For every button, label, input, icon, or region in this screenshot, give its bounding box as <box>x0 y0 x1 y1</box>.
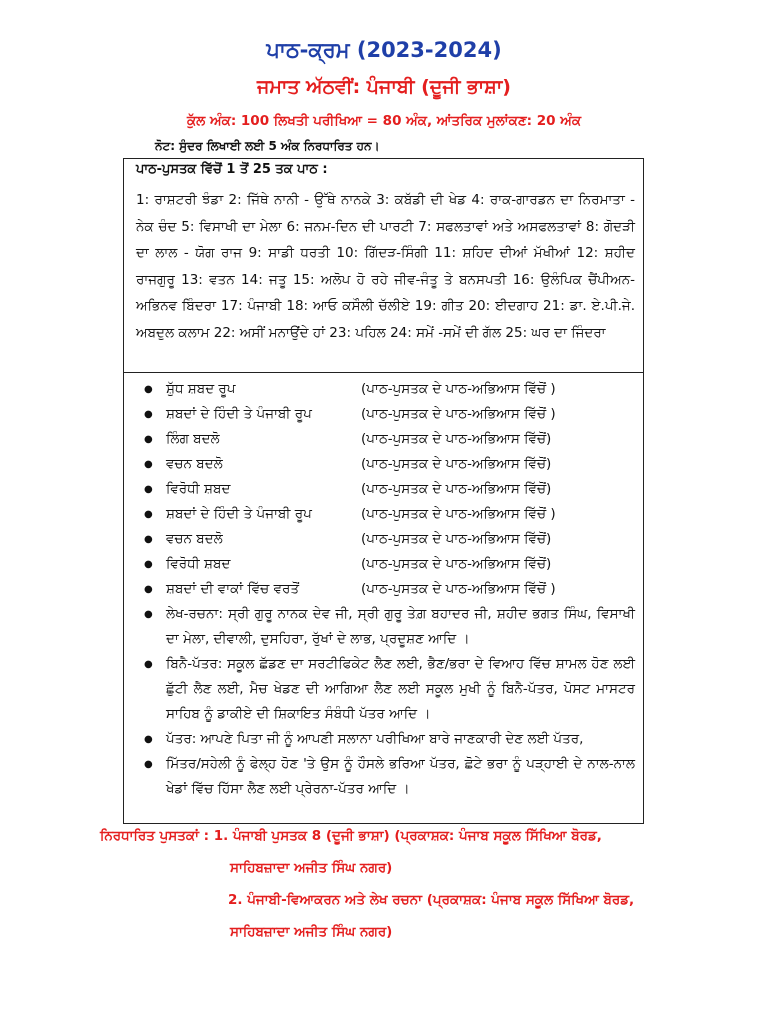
grammar-topic: ਸ਼ਬਦਾਂ ਦੀ ਵਾਕਾਂ ਵਿੱਚ ਵਰਤੋਂ <box>166 581 300 597</box>
lessons-cell <box>124 159 643 373</box>
grammar-source: (ਪਾਠ-ਪੁਸਤਕ ਦੇ ਪਾਠ-ਅਭਿਆਸ ਵਿੱਚੋਂ ) <box>361 406 556 422</box>
book-line-2: ਸਾਹਿਬਜ਼ਾਦਾ ਅਜੀਤ ਸਿੰਘ ਨਗਰ) <box>230 860 393 876</box>
bullet-icon: ● <box>144 759 153 770</box>
book-line-1: ਨਿਰਧਾਰਿਤ ਪੁਸਤਕਾਂ : 1. ਪੰਜਾਬੀ ਪੁਸਤਕ 8 (ਦੂਜੀ ਭਾਸ਼ਾ) (ਪ੍ਰਕਾਸ਼ਕ: ਪੰਜਾਬ ਸਕੂਲ ਸਿੱਖਿਆ ਬੋਰਡ, <box>100 828 602 844</box>
list-item <box>144 752 635 802</box>
grammar-source: (ਪਾਠ-ਪੁਸਤਕ ਦੇ ਪਾਠ-ਅਭਿਆਸ ਵਿੱਚੋਂ) <box>361 456 552 472</box>
bullet-icon: ● <box>144 609 153 620</box>
list-item <box>144 477 635 502</box>
grammar-topic: ਸ਼ੁੱਧ ਸ਼ਬਦ ਰੂਪ <box>166 381 236 397</box>
grammar-source: (ਪਾਠ-ਪੁਸਤਕ ਦੇ ਪਾਠ-ਅਭਿਆਸ ਵਿੱਚੋਂ) <box>361 556 552 572</box>
list-item <box>144 577 635 602</box>
book-line-3: 2. ਪੰਜਾਬੀ-ਵਿਆਕਰਨ ਅਤੇ ਲੇਖ ਰਚਨਾ (ਪ੍ਰਕਾਸ਼ਕ: ਪੰਜਾਬ ਸਕੂਲ ਸਿੱਖਿਆ ਬੋਰਡ, <box>228 892 635 908</box>
marks-line: ਕੁੱਲ ਅੰਕ: 100 ਲਿਖਤੀ ਪਰੀਖਿਆ = 80 ਅੰਕ, ਆਂਤਰਿਕ ਮੁਲਾਂਕਣ: 20 ਅੰਕ <box>186 113 582 129</box>
bullet-icon: ● <box>144 409 153 420</box>
list-item <box>144 727 635 752</box>
lessons-list: 1: ਰਾਸ਼ਟਰੀ ਝੰਡਾ 2: ਜਿੱਥੇ ਨਾਨੀ - ਉੱਥੇ ਨਾਨਕੇ 3: ਕਬੱਡੀ ਦੀ ਖੇਡ 4: ਰਾਕ-ਗਾਰਡਨ ਦਾ ਨਿਰਮਾਤਾ - ਨੇਕ ਚੰਦ 5: ਵਿਸਾਖੀ ਦਾ ਮੇਲਾ 6: ਜਨਮ-ਦਿਨ ਦੀ ਪਾਰਟੀ 7: ਸਫਲਤਾਵਾਂ ਅਤੇ ਅਸਫਲਤਾਵਾਂ 8: ਗੋਦੜੀ ਦਾ ਲਾਲ - ਯੋਗ ਰਾਜ 9: ਸਾਡੀ ਧਰਤੀ 10: ਗਿੱਦੜ-ਸਿੰਗੀ 11: ਸ਼ਹਿਦ ਦੀਆਂ ਮੱਖੀਆਂ 12: ਸ਼ਹੀਦ ਰਾਜਗੁਰੂ 13: ਵਤਨ 14: ਜਤੂ 15: ਅਲੋਪ ਹੋ ਰਹੇ ਜੀਵ-ਜੰਤੂ ਤੇ ਬਨਸਪਤੀ 16: ਉਲੰਪਿਕ ਚੈਂਪੀਅਨ-ਅਭਿਨਵ ਬਿੰਦਰਾ 17: ਪੰਜਾਬੀ 18: ਆਓ ਕਸੌਲੀ ਚੱਲੀਏ 19: ਗੀਤ 20: ਈਦਗਾਹ 21: ਡਾ. ਏ.ਪੀ.ਜੇ. ਅਬਦੁਲ ਕਲਾਮ 22: ਅਸੀਂ ਮਨਾਉਂਦੇ ਹਾਂ 23: ਪਹਿਲ 24: ਸਮੇਂ -ਸਮੇਂ ਦੀ ਗੱਲ 25: ਘਰ ਦਾ ਜਿੰਦਰਾ <box>136 192 635 341</box>
bullet-icon: ● <box>144 534 153 545</box>
list-item <box>144 427 635 452</box>
grammar-topic: ਵਿਰੋਧੀ ਸ਼ਬਦ <box>166 481 231 497</box>
grammar-source: (ਪਾਠ-ਪੁਸਤਕ ਦੇ ਪਾਠ-ਅਭਿਆਸ ਵਿੱਚੋਂ ) <box>361 381 556 397</box>
grammar-source: (ਪਾਠ-ਪੁਸਤਕ ਦੇ ਪਾਠ-ਅਭਿਆਸ ਵਿੱਚੋਂ) <box>361 431 552 447</box>
prescribed-books <box>100 820 740 948</box>
bullet-icon: ● <box>144 559 153 570</box>
list-item <box>144 552 635 577</box>
bullet-icon: ● <box>144 459 153 470</box>
list-item <box>144 602 635 652</box>
grammar-topic: ਸ਼ਬਦਾਂ ਦੇ ਹਿੰਦੀ ਤੇ ਪੰਜਾਬੀ ਰੂਪ <box>166 506 312 522</box>
class-subtitle: ਜਮਾਤ ਅੱਠਵੀਂ: ਪੰਜਾਬੀ (ਦੂਜੀ ਭਾਸ਼ਾ) <box>257 76 511 98</box>
grammar-topic: ਸ਼ਬਦਾਂ ਦੇ ਹਿੰਦੀ ਤੇ ਪੰਜਾਬੀ ਰੂਪ <box>166 406 312 422</box>
list-item <box>144 652 635 727</box>
grammar-topic: ਵਚਨ ਬਦਲੋ <box>166 456 223 472</box>
grammar-cell <box>124 373 643 823</box>
grammar-source: (ਪਾਠ-ਪੁਸਤਕ ਦੇ ਪਾਠ-ਅਭਿਆਸ ਵਿੱਚੋਂ) <box>361 481 552 497</box>
bullet-icon: ● <box>144 584 153 595</box>
list-item <box>144 402 635 427</box>
bullet-icon: ● <box>144 734 153 745</box>
bullet-icon: ● <box>144 484 153 495</box>
list-item <box>144 377 635 402</box>
book-line-4: ਸਾਹਿਬਜ਼ਾਦਾ ਅਜੀਤ ਸਿੰਘ ਨਗਰ) <box>230 924 393 940</box>
page-title: ਪਾਠ-ਕ੍ਰਮ (2023-2024) <box>266 38 502 62</box>
grammar-topic: ਵਚਨ ਬਦਲੋ <box>166 531 223 547</box>
list-item <box>144 452 635 477</box>
letter-topics: ਪੱਤਰ: ਆਪਣੇ ਪਿਤਾ ਜੀ ਨੂੰ ਆਪਣੀ ਸਲਾਨਾ ਪਰੀਖਿਆ ਬਾਰੇ ਜਾਣਕਾਰੀ ਦੇਣ ਲਈ ਪੱਤਰ, <box>166 731 584 747</box>
essay-topics: ਲੇਖ-ਰਚਨਾ: ਸ੍ਰੀ ਗੁਰੂ ਨਾਨਕ ਦੇਵ ਜੀ, ਸ੍ਰੀ ਗੁਰੂ ਤੇਗ਼ ਬਹਾਦਰ ਜੀ, ਸ਼ਹੀਦ ਭਗਤ ਸਿੰਘ, ਵਿਸਾਖੀ ਦਾ ਮੇਲਾ, ਦੀਵਾਲੀ, ਦੁਸਹਿਰਾ, ਰੁੱਖਾਂ ਦੇ ਲਾਭ, ਪ੍ਰਦੂਸ਼ਣ ਆਦਿ । <box>166 606 635 647</box>
application-topics: ਬਿਨੈ-ਪੱਤਰ: ਸਕੂਲ ਛੱਡਣ ਦਾ ਸਰਟੀਫਿਕੇਟ ਲੈਣ ਲਈ, ਭੈਣ/ਭਰਾ ਦੇ ਵਿਆਹ ਵਿੱਚ ਸ਼ਾਮਲ ਹੋਣ ਲਈ ਛੁੱਟੀ ਲੈਣ ਲਈ, ਮੈਚ ਖੇਡਣ ਦੀ ਆਗਿਆ ਲੈਣ ਲਈ ਸਕੂਲ ਮੁਖੀ ਨੂੰ ਬਿਨੈ-ਪੱਤਰ, ਪੋਸਟ ਮਾਸਟਰ ਸਾਹਿਬ ਨੂੰ ਡਾਕੀਏ ਦੀ ਸ਼ਿਕਾਇਤ ਸੰਬੰਧੀ ਪੱਤਰ ਆਦਿ । <box>166 656 635 722</box>
bullet-icon: ● <box>144 434 153 445</box>
letter-topics-more: ਮਿੱਤਰ/ਸਹੇਲੀ ਨੂੰ ਫੇਲ੍ਹ ਹੋਣ 'ਤੇ ਉਸ ਨੂੰ ਹੌਸਲੇ ਭਰਿਆ ਪੱਤਰ, ਛੋਟੇ ਭਰਾ ਨੂੰ ਪੜ੍ਹਾਈ ਦੇ ਨਾਲ-ਨਾਲ ਖੇਡਾਂ ਵਿੱਚ ਹਿੱਸਾ ਲੈਣ ਲਈ ਪ੍ਰੇਰਨਾ-ਪੱਤਰ ਆਦਿ । <box>166 756 635 797</box>
bullet-icon: ● <box>144 384 153 395</box>
grammar-source: (ਪਾਠ-ਪੁਸਤਕ ਦੇ ਪਾਠ-ਅਭਿਆਸ ਵਿੱਚੋਂ) <box>361 531 552 547</box>
grammar-source: (ਪਾਠ-ਪੁਸਤਕ ਦੇ ਪਾਠ-ਅਭਿਆਸ ਵਿੱਚੋਂ ) <box>361 581 556 597</box>
list-item <box>144 527 635 552</box>
bullet-icon: ● <box>144 659 153 670</box>
bullet-icon: ● <box>144 509 153 520</box>
syllabus-table <box>123 158 644 824</box>
grammar-topic: ਵਿਰੋਧੀ ਸ਼ਬਦ <box>166 556 231 572</box>
list-item <box>144 502 635 527</box>
lessons-heading: ਪਾਠ-ਪੁਸਤਕ ਵਿੱਚੋਂ 1 ਤੋਂ 25 ਤਕ ਪਾਠ : <box>136 162 328 177</box>
handwriting-note: ਨੋਟ: ਸੁੰਦਰ ਲਿਖਾਈ ਲਈ 5 ਅੰਕ ਨਿਰਧਾਰਿਤ ਹਨ। <box>155 139 380 153</box>
grammar-source: (ਪਾਠ-ਪੁਸਤਕ ਦੇ ਪਾਠ-ਅਭਿਆਸ ਵਿੱਚੋਂ ) <box>361 506 556 522</box>
grammar-topic: ਲਿੰਗ ਬਦਲੋ <box>166 431 220 447</box>
